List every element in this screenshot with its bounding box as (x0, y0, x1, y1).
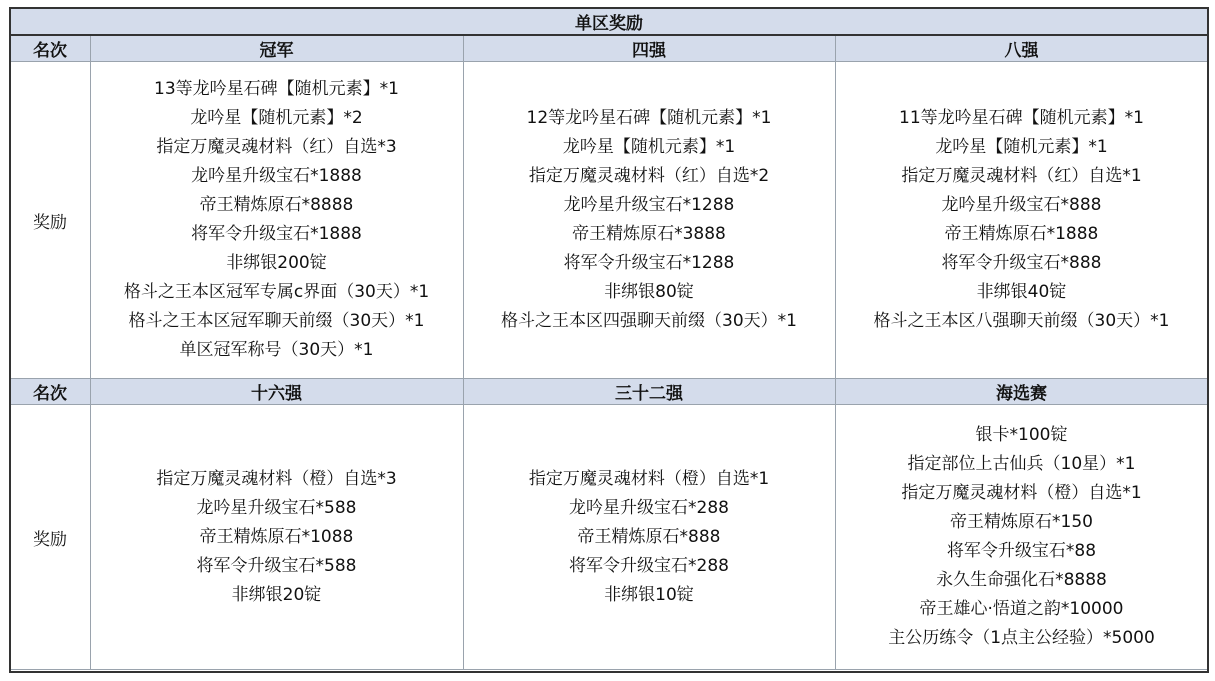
reward-cell (835, 405, 1208, 670)
table-title: 单区奖励 (10, 8, 1208, 35)
reward-item: 指定万魔灵魂材料（红）自选*1 (901, 166, 1142, 186)
rank-header: 名次 (10, 35, 90, 62)
reward-item: 帝王精炼原石*1888 (944, 224, 1099, 244)
reward-item: 将军令升级宝石*1288 (563, 253, 735, 273)
reward-item: 永久生命强化石*8888 (936, 570, 1107, 590)
reward-item: 12等龙吟星石碑【随机元素】*1 (526, 108, 772, 128)
reward-item: 指定部位上古仙兵（10星）*1 (907, 454, 1136, 474)
reward-item: 指定万魔灵魂材料（橙）自选*1 (528, 468, 770, 489)
reward-item: 帝王雄心·悟道之韵*10000 (919, 599, 1124, 619)
reward-item: 将军令升级宝石*88 (946, 541, 1097, 561)
column-header-top16: 十六强 (90, 379, 463, 405)
reward-item: 龙吟星升级宝石*588 (196, 497, 357, 518)
reward-item: 将军令升级宝石*888 (941, 253, 1102, 273)
reward-row-1 (10, 62, 1208, 379)
reward-cell (835, 62, 1208, 379)
header-row-2 (10, 379, 1208, 405)
reward-item: 龙吟星升级宝石*1888 (191, 166, 362, 186)
column-header-qualifier: 海选赛 (835, 379, 1208, 405)
reward-cell (90, 62, 463, 379)
column-header-top8: 八强 (835, 35, 1208, 62)
reward-item: 指定万魔灵魂材料（红）自选*3 (156, 137, 397, 157)
reward-item: 龙吟星【随机元素】*1 (562, 137, 736, 157)
reward-row-2 (10, 405, 1208, 670)
reward-item: 格斗之王本区冠军聊天前缀（30天）*1 (128, 311, 425, 331)
reward-item: 指定万魔灵魂材料（红）自选*2 (528, 166, 770, 186)
reward-item: 非绑银200锭 (226, 253, 327, 273)
reward-cell (463, 62, 835, 379)
reward-item: 帝王精炼原石*8888 (199, 195, 354, 215)
row-label-reward: 奖励 (10, 62, 90, 379)
reward-item: 非绑银40锭 (976, 282, 1067, 302)
reward-item: 非绑银80锭 (604, 282, 694, 302)
reward-item: 非绑银20锭 (231, 584, 322, 605)
reward-item: 格斗之王本区四强聊天前缀（30天）*1 (501, 311, 797, 331)
reward-item: 将军令升级宝石*1888 (191, 224, 362, 244)
reward-cell (463, 405, 835, 670)
reward-item: 主公历练令（1点主公经验）*5000 (888, 628, 1155, 648)
reward-item: 龙吟星【随机元素】*1 (935, 137, 1108, 157)
reward-item: 龙吟星升级宝石*1288 (563, 195, 735, 215)
column-header-top32: 三十二强 (463, 379, 835, 405)
reward-item: 格斗之王本区八强聊天前缀（30天）*1 (873, 311, 1170, 331)
reward-item: 指定万魔灵魂材料（橙）自选*3 (156, 468, 397, 489)
row-label-reward: 奖励 (10, 405, 90, 670)
reward-item: 格斗之王本区冠军专属c界面（30天）*1 (123, 282, 430, 302)
reward-item: 龙吟星升级宝石*888 (941, 195, 1102, 215)
reward-item: 帝王精炼原石*1088 (199, 526, 354, 547)
column-header-champion: 冠军 (90, 35, 463, 62)
reward-item: 13等龙吟星石碑【随机元素】*1 (154, 79, 399, 99)
reward-item: 将军令升级宝石*288 (569, 555, 729, 576)
reward-item: 单区冠军称号（30天）*1 (179, 340, 374, 360)
reward-item: 帝王精炼原石*150 (950, 512, 1093, 532)
reward-cell (90, 405, 463, 670)
reward-table (9, 7, 1209, 670)
reward-item: 非绑银10锭 (604, 584, 694, 605)
reward-item: 银卡*100锭 (975, 425, 1068, 445)
reward-item: 11等龙吟星石碑【随机元素】*1 (899, 108, 1144, 128)
column-header-top4: 四强 (463, 35, 835, 62)
reward-item: 龙吟星升级宝石*288 (569, 497, 729, 518)
header-row-1 (10, 35, 1208, 62)
reward-item: 将军令升级宝石*588 (196, 555, 357, 576)
rank-header: 名次 (10, 379, 90, 405)
reward-item: 帝王精炼原石*3888 (572, 224, 726, 244)
reward-item: 龙吟星【随机元素】*2 (190, 108, 363, 128)
reward-item: 指定万魔灵魂材料（橙）自选*1 (901, 483, 1142, 503)
reward-item: 帝王精炼原石*888 (577, 526, 721, 547)
